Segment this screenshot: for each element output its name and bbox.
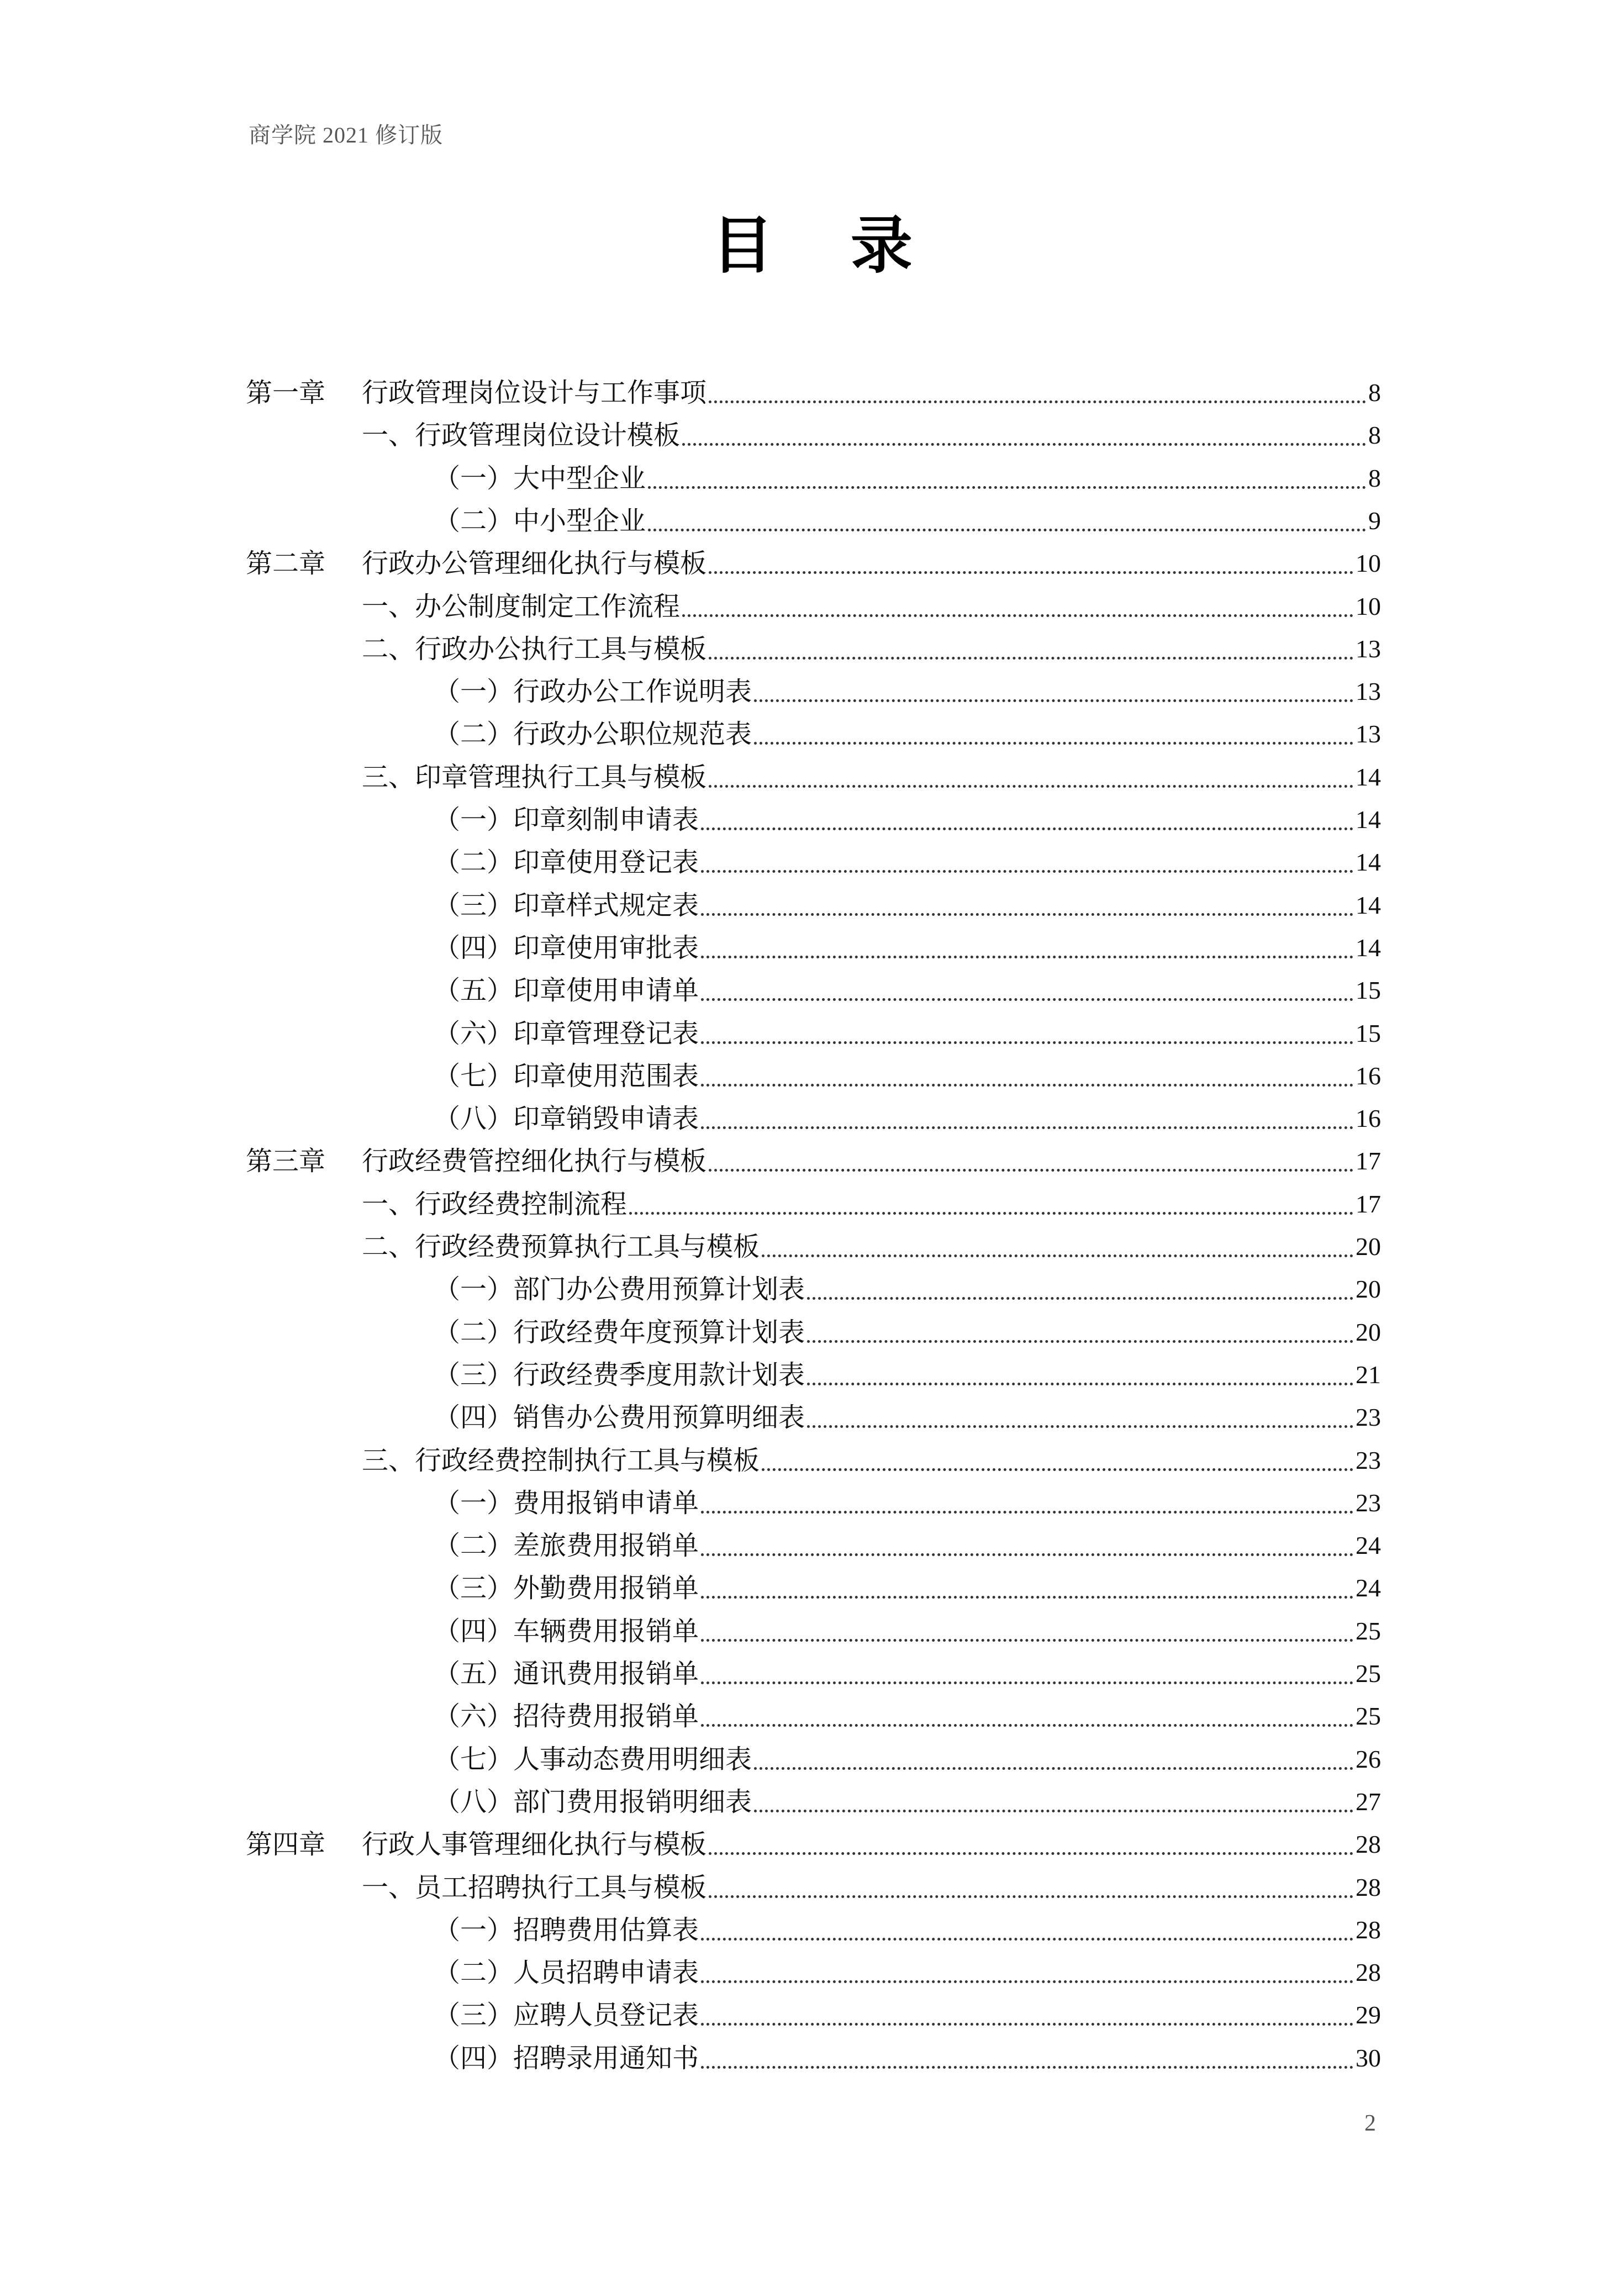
toc-entry-label <box>434 1482 699 1525</box>
toc-page-number: 13 <box>1356 720 1381 748</box>
dot-leader <box>701 956 1353 958</box>
dot-leader <box>701 1084 1353 1087</box>
toc-entry-title: （二）中小型企业 <box>434 505 646 536</box>
toc-entry-title: （五）通讯费用报销单 <box>434 1658 699 1689</box>
dot-leader <box>701 1639 1353 1642</box>
dot-leader <box>709 571 1353 574</box>
dot-leader <box>701 1724 1353 1727</box>
toc-entry[interactable] <box>434 969 1381 1012</box>
toc-entry[interactable] <box>246 371 1381 414</box>
toc-entry-title: （一）部门办公费用预算计划表 <box>434 1274 805 1305</box>
dot-leader <box>709 785 1353 788</box>
toc-page-number: 15 <box>1356 976 1381 1005</box>
dot-leader <box>709 657 1353 660</box>
toc-page-number: 13 <box>1356 634 1381 663</box>
toc-entry-label <box>246 1140 706 1183</box>
dot-leader <box>682 443 1366 446</box>
dot-leader <box>629 1212 1353 1215</box>
toc-page-number: 21 <box>1356 1360 1381 1389</box>
dot-leader <box>682 614 1353 617</box>
toc-entry-title: （二）印章使用登记表 <box>434 847 699 878</box>
toc-entry-label <box>434 1780 752 1823</box>
toc-page-number: 8 <box>1368 378 1381 407</box>
toc-entry-title: （一）招聘费用估算表 <box>434 1914 699 1946</box>
dot-leader <box>754 1767 1353 1770</box>
toc-page-number: 28 <box>1356 1830 1381 1859</box>
toc-entry[interactable] <box>434 884 1381 927</box>
toc-entry-title: （二）差旅费用报销单 <box>434 1530 699 1562</box>
toc-entry-label <box>362 414 680 457</box>
toc-page-number: 14 <box>1356 805 1381 834</box>
toc-entry[interactable] <box>362 1866 1381 1909</box>
dot-leader <box>701 1681 1353 1684</box>
toc-entry[interactable] <box>362 1439 1381 1482</box>
toc-page-number: 20 <box>1356 1275 1381 1304</box>
toc-page-number: 25 <box>1356 1702 1381 1731</box>
dot-leader <box>648 486 1366 489</box>
toc-entry[interactable] <box>434 1738 1381 1781</box>
toc-page-number: 23 <box>1356 1446 1381 1474</box>
toc-entry-title: （三）外勤费用报销单 <box>434 1573 699 1604</box>
dot-leader <box>807 1297 1353 1300</box>
toc-chapter-number: 第一章 <box>246 377 326 408</box>
dot-leader <box>754 742 1353 745</box>
toc-entry[interactable] <box>434 670 1381 713</box>
toc-entry-title: （七）印章使用范围表 <box>434 1060 699 1092</box>
dot-leader <box>701 913 1353 916</box>
toc-entry[interactable] <box>434 1780 1381 1823</box>
toc-entry[interactable] <box>434 713 1381 756</box>
toc-page-number: 28 <box>1356 1915 1381 1944</box>
toc-entry-title: （二）人员招聘申请表 <box>434 1957 699 1989</box>
toc-entry-label <box>434 2037 699 2080</box>
toc-entry-label <box>434 713 752 756</box>
toc-entry[interactable] <box>434 1951 1381 1994</box>
toc-entry[interactable] <box>246 542 1381 585</box>
toc-entry[interactable] <box>434 1524 1381 1567</box>
toc-entry[interactable] <box>362 756 1381 799</box>
toc-entry-label <box>246 371 706 414</box>
toc-page-number: 29 <box>1356 2001 1381 2029</box>
toc-entry[interactable] <box>362 1183 1381 1226</box>
toc-entry-label <box>434 1994 699 2037</box>
toc-entry-title: 一、行政管理岗位设计模板 <box>362 420 681 451</box>
toc-entry-label <box>434 457 646 500</box>
toc-entry-label <box>434 1652 699 1695</box>
dot-leader <box>701 2023 1353 2026</box>
toc-entry[interactable] <box>434 499 1381 542</box>
toc-page-number: 13 <box>1356 677 1381 706</box>
toc-page-number: 9 <box>1368 506 1381 535</box>
toc-page-number: 26 <box>1356 1744 1381 1773</box>
toc-page-number: 20 <box>1356 1317 1381 1346</box>
toc-entry-label <box>434 798 699 841</box>
toc-page-number: 8 <box>1368 463 1381 492</box>
toc-page-number: 16 <box>1356 1104 1381 1133</box>
toc-entry-title: （二）行政经费年度预算计划表 <box>434 1316 805 1348</box>
toc-entry-label <box>434 1738 752 1781</box>
dot-leader <box>762 1468 1353 1471</box>
toc-entry-label <box>434 1097 699 1140</box>
toc-page-number: 23 <box>1356 1403 1381 1432</box>
toc-entry[interactable] <box>434 1097 1381 1140</box>
dot-leader <box>701 1596 1353 1599</box>
toc-entry[interactable] <box>434 1652 1381 1695</box>
toc-page-number: 10 <box>1356 549 1381 578</box>
toc-entry[interactable] <box>434 1055 1381 1098</box>
dot-leader <box>754 1810 1353 1812</box>
dot-leader <box>701 1041 1353 1044</box>
toc-entry-label <box>246 1823 706 1866</box>
toc-entry-label <box>434 1012 699 1055</box>
dot-leader <box>648 529 1366 531</box>
dot-leader <box>709 400 1366 403</box>
toc-entry[interactable] <box>434 841 1381 884</box>
toc-entry-label <box>362 1225 760 1268</box>
toc-entry-title: （八）部门费用报销明细表 <box>434 1786 752 1817</box>
dot-leader <box>709 1852 1353 1855</box>
toc-entry-title: 三、行政经费控制执行工具与模板 <box>362 1445 760 1476</box>
toc-entry[interactable] <box>362 628 1381 671</box>
toc-entry-title: 行政经费管控细化执行与模板 <box>362 1146 707 1177</box>
dot-leader <box>701 1938 1353 1941</box>
toc-entry-label <box>434 1311 805 1354</box>
toc-entry-label <box>362 1439 760 1482</box>
toc-entry-title: 三、印章管理执行工具与模板 <box>362 761 707 793</box>
dot-leader <box>754 699 1353 702</box>
toc-page-number: 24 <box>1356 1531 1381 1560</box>
toc-entry-title: （八）印章销毁申请表 <box>434 1103 699 1135</box>
toc-entry-title: （七）人事动态费用明细表 <box>434 1743 752 1775</box>
toc-entry-label <box>434 884 699 927</box>
toc-page-number: 8 <box>1368 421 1381 450</box>
toc-page-number: 25 <box>1356 1659 1381 1688</box>
toc-entry-label <box>434 926 699 969</box>
dot-leader <box>701 827 1353 830</box>
toc-entry[interactable] <box>434 1396 1381 1439</box>
toc-entry-title: （四）印章使用审批表 <box>434 932 699 963</box>
toc-entry-title: （六）印章管理登记表 <box>434 1018 699 1049</box>
toc-page-number: 28 <box>1356 1873 1381 1901</box>
toc-page-number: 30 <box>1356 2043 1381 2072</box>
toc-page-number: 23 <box>1356 1488 1381 1517</box>
dot-leader <box>807 1425 1353 1428</box>
toc-entry[interactable] <box>434 1909 1381 1952</box>
toc-entry-label <box>434 1695 699 1738</box>
dot-leader <box>701 2066 1353 2069</box>
toc-entry[interactable] <box>434 926 1381 969</box>
toc-entry-label <box>434 1567 699 1610</box>
toc-entry-title: （四）招聘录用通知书 <box>434 2042 699 2074</box>
toc-entry-label <box>434 499 646 542</box>
toc-entry-label <box>434 1524 699 1567</box>
toc-page-number: 25 <box>1356 1616 1381 1645</box>
toc-entry[interactable] <box>434 1695 1381 1738</box>
toc-page-number: 14 <box>1356 762 1381 791</box>
toc-entry-label <box>362 585 680 628</box>
toc-entry-title: 一、办公制度制定工作流程 <box>362 591 681 622</box>
page-header: 商学院 2021 修订版 <box>249 123 443 147</box>
toc-entry[interactable] <box>434 1353 1381 1396</box>
toc-entry-title: （五）印章使用申请单 <box>434 975 699 1006</box>
page-number: 2 <box>1364 2111 1376 2136</box>
toc-entry-label <box>362 756 706 799</box>
toc-entry-label <box>246 542 706 585</box>
toc-entry-label <box>434 670 752 713</box>
toc-chapter-number: 第四章 <box>246 1829 326 1860</box>
toc-entry[interactable] <box>246 1140 1381 1183</box>
toc-entry-title: 二、行政办公执行工具与模板 <box>362 633 707 665</box>
dot-leader <box>709 1169 1353 1172</box>
toc-entry[interactable] <box>434 1567 1381 1610</box>
toc-entry[interactable] <box>434 1610 1381 1653</box>
toc-entry[interactable] <box>362 414 1381 457</box>
toc-entry-title: （六）招待费用报销单 <box>434 1701 699 1732</box>
toc-entry[interactable] <box>434 1311 1381 1354</box>
toc-entry-title: （一）大中型企业 <box>434 462 646 494</box>
toc-page-number: 14 <box>1356 933 1381 962</box>
toc-entry-title: 行政办公管理细化执行与模板 <box>362 548 707 579</box>
toc-entry-label <box>434 1909 699 1952</box>
toc-page-number: 15 <box>1356 1019 1381 1047</box>
toc-entry-title: （二）行政办公职位规范表 <box>434 719 752 750</box>
dot-leader <box>807 1383 1353 1385</box>
toc-page-number: 28 <box>1356 1958 1381 1987</box>
toc-entry[interactable] <box>434 2037 1381 2080</box>
toc-chapter-number: 第三章 <box>246 1146 326 1177</box>
toc-page-number: 10 <box>1356 592 1381 620</box>
toc-entry-label <box>362 1183 627 1226</box>
toc-entry-title: 一、员工招聘执行工具与模板 <box>362 1871 707 1903</box>
toc-page-number: 17 <box>1356 1147 1381 1175</box>
toc-page-number: 24 <box>1356 1574 1381 1602</box>
dot-leader <box>701 870 1353 873</box>
dot-leader <box>807 1340 1353 1343</box>
toc-entry-label <box>362 1866 706 1909</box>
toc-entry[interactable] <box>434 1268 1381 1311</box>
toc-entry-title: （一）印章刻制申请表 <box>434 804 699 835</box>
toc-entry-title: 二、行政经费预算执行工具与模板 <box>362 1231 760 1262</box>
toc-chapter-number: 第二章 <box>246 548 326 579</box>
toc-page-number: 14 <box>1356 890 1381 919</box>
toc-entry-title: 行政管理岗位设计与工作事项 <box>362 377 707 408</box>
toc-entry[interactable] <box>362 585 1381 628</box>
dot-leader <box>701 1126 1353 1129</box>
dot-leader <box>701 1511 1353 1514</box>
toc-entry-label <box>434 1396 805 1439</box>
toc-entry-title: （一）行政办公工作说明表 <box>434 676 752 708</box>
toc-page-number: 17 <box>1356 1189 1381 1218</box>
toc-entry[interactable] <box>362 1225 1381 1268</box>
toc-entry-label <box>362 628 706 671</box>
toc-title: 目 录 <box>711 210 913 282</box>
toc-entry-label <box>434 1353 805 1396</box>
toc-page-number: 27 <box>1356 1787 1381 1816</box>
toc-entry[interactable] <box>246 1823 1381 1866</box>
toc-entry-title: （四）车辆费用报销单 <box>434 1615 699 1647</box>
dot-leader <box>701 998 1353 1001</box>
toc-entry-label <box>434 1951 699 1994</box>
dot-leader <box>762 1254 1353 1257</box>
toc-page-number: 14 <box>1356 848 1381 877</box>
toc-entry-title: 一、行政经费控制流程 <box>362 1188 628 1220</box>
toc-entry[interactable] <box>434 1994 1381 2037</box>
toc-entry[interactable] <box>434 1482 1381 1525</box>
dot-leader <box>701 1553 1353 1556</box>
toc-entry[interactable] <box>434 1012 1381 1055</box>
toc-entry-label <box>434 1055 699 1098</box>
toc-entry-title: （三）印章样式规定表 <box>434 889 699 921</box>
dot-leader <box>701 1980 1353 1983</box>
toc-entry[interactable] <box>434 798 1381 841</box>
toc-entry-label <box>434 1268 805 1311</box>
toc-entry-title: 行政人事管理细化执行与模板 <box>362 1829 707 1860</box>
toc-entry[interactable] <box>434 457 1381 500</box>
toc-page-number: 16 <box>1356 1061 1381 1090</box>
toc-entry-title: （三）应聘人员登记表 <box>434 2000 699 2031</box>
toc-entry-title: （四）销售办公费用预算明细表 <box>434 1402 805 1433</box>
toc-entry-label <box>434 841 699 884</box>
toc-entry-title: （三）行政经费季度用款计划表 <box>434 1359 805 1390</box>
toc-entry-title: （一）费用报销申请单 <box>434 1487 699 1519</box>
toc-page-number: 20 <box>1356 1232 1381 1261</box>
toc-entry-label <box>434 969 699 1012</box>
dot-leader <box>709 1895 1353 1898</box>
toc-entry-label <box>434 1610 699 1653</box>
